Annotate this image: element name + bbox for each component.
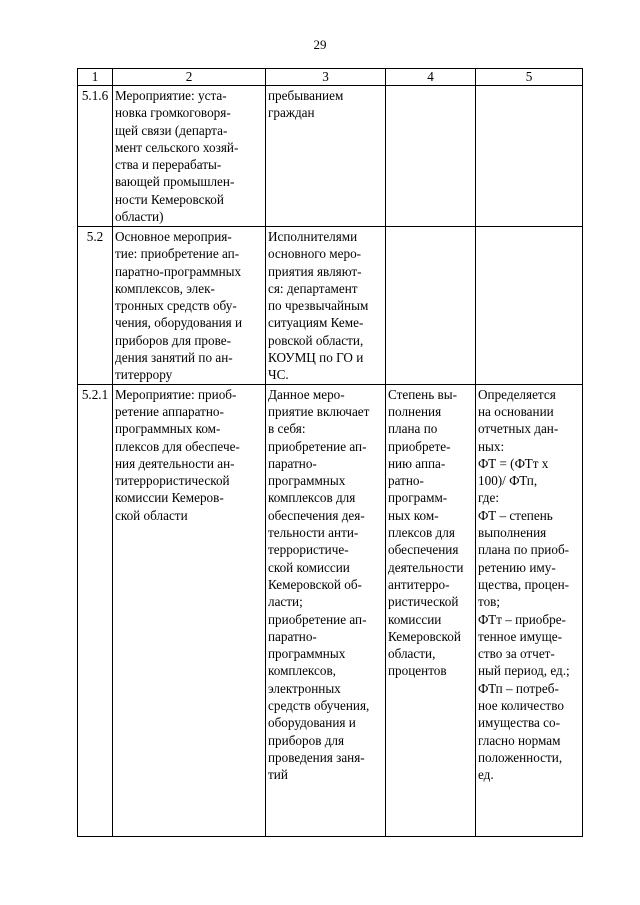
page-number: 29 — [313, 37, 327, 52]
text-line: КОУМЦ по ГО и — [268, 350, 364, 366]
document-table — [77, 68, 583, 837]
text-line: ных ком- — [388, 507, 439, 523]
text-line: в себя: — [268, 421, 306, 437]
table-row — [78, 384, 583, 836]
text-line: Кемеровской — [388, 628, 461, 644]
text-line: ской комиссии — [268, 559, 350, 575]
text-line: щей связи (департа- — [115, 122, 228, 138]
text-line: ния деятельности ан- — [115, 455, 235, 471]
text-line: ства и перерабаты- — [115, 157, 222, 173]
text-line: паратно-программных — [115, 263, 242, 279]
text-line: паратно- — [268, 628, 317, 644]
header-cell: 4 — [386, 69, 476, 86]
text-line: ровской области, — [268, 332, 364, 348]
header-cell: 1 — [78, 69, 113, 86]
measure-description — [113, 227, 266, 385]
text-line: плексов для — [388, 525, 455, 541]
text-line: приборов для прове- — [115, 332, 232, 348]
text-line: области, — [388, 646, 436, 662]
measure-description — [113, 86, 266, 227]
text-line: 100)/ ФТп, — [478, 473, 538, 489]
text-line: на основании — [478, 403, 554, 419]
text-line: мент сельского хозяй- — [115, 139, 239, 155]
text-line: ФТ = (ФТт х — [478, 455, 549, 471]
text-line: ных: — [478, 438, 505, 454]
text-line: программ- — [388, 490, 448, 506]
text-line: тие: приобретение ап- — [115, 246, 240, 262]
text-line: новка громкоговоря- — [115, 105, 231, 121]
indicator-name — [386, 384, 476, 836]
text-line: дения занятий по ан- — [115, 350, 233, 366]
text-line: плана по приоб- — [478, 542, 570, 558]
text-line: тий — [268, 767, 288, 783]
text-line: ед. — [478, 767, 494, 783]
measure-details — [266, 227, 386, 385]
table-row — [78, 86, 583, 227]
text-line: титеррору — [115, 367, 173, 383]
calculation-method — [476, 227, 583, 385]
text-line: проведения заня- — [268, 749, 365, 765]
text-line: тронных средств обу- — [115, 298, 237, 314]
text-line: приятия являют- — [268, 263, 362, 279]
text-line: комиссии — [388, 611, 442, 627]
indicator-name — [386, 86, 476, 227]
text-line: ный период, ед.; — [478, 663, 570, 679]
row-number: 5.2 — [78, 227, 113, 385]
text-line: комплексов, элек- — [115, 280, 215, 296]
text-line: Кемеровской об- — [268, 576, 362, 592]
header-cell: 2 — [113, 69, 266, 86]
text-line: приборов для — [268, 732, 345, 748]
calculation-method — [476, 384, 583, 836]
text-line: плексов для обеспече- — [115, 438, 240, 454]
text-line: ности Кемеровской — [115, 191, 224, 207]
text-line: приятие включает — [268, 403, 370, 419]
text-line: где: — [478, 490, 499, 506]
text-line: комплексов, — [268, 663, 336, 679]
text-line: щества, процен- — [478, 576, 570, 592]
text-line: ситуациям Кеме- — [268, 315, 364, 331]
text-line: титеррористической — [115, 473, 230, 489]
text-line: ЧС. — [268, 367, 289, 383]
text-line: электронных — [268, 680, 341, 696]
text-line: Исполнителями — [268, 229, 358, 244]
measure-description — [113, 384, 266, 836]
text-line: программных — [268, 646, 346, 662]
text-line: Основное мероприя- — [115, 229, 232, 244]
indicator-name — [386, 227, 476, 385]
text-line: программных ком- — [115, 421, 221, 437]
text-line: имущества со- — [478, 715, 560, 731]
text-line: плана по — [388, 421, 438, 437]
table-row — [78, 227, 583, 385]
text-line: ся: департамент — [268, 280, 358, 296]
text-line: комплексов для — [268, 490, 356, 506]
text-line: программных — [268, 473, 346, 489]
text-line: по чрезвычайным — [268, 298, 369, 314]
text-line: Определяется — [478, 386, 556, 402]
text-line: чения, оборудования и — [115, 315, 243, 331]
text-line: ное количество — [478, 698, 564, 714]
text-line: гласно нормам — [478, 732, 561, 748]
text-line: положенности, — [478, 749, 563, 765]
text-line: ласти; — [268, 594, 303, 610]
text-line: обеспечения дея- — [268, 507, 365, 523]
row-number: 5.1.6 — [78, 86, 113, 227]
text-line: полнения — [388, 403, 442, 419]
table-header-row — [78, 69, 583, 86]
text-line: деятельности — [388, 559, 464, 575]
text-line: антитерро- — [388, 576, 450, 592]
text-line: Мероприятие: приоб- — [115, 386, 237, 402]
text-line: Мероприятие: уста- — [115, 88, 227, 103]
text-line: ретению иму- — [478, 559, 556, 575]
text-line: ФТт – приобре- — [478, 611, 566, 627]
text-line: тов; — [478, 594, 501, 610]
text-line: выполнения — [478, 525, 547, 541]
text-line: основного меро- — [268, 246, 362, 262]
text-line: ФТп – потреб- — [478, 680, 559, 696]
measure-details — [266, 86, 386, 227]
row-number: 5.2.1 — [78, 384, 113, 836]
header-cell: 5 — [476, 69, 583, 86]
text-line: паратно- — [268, 455, 317, 471]
text-line: оборудования и — [268, 715, 356, 731]
text-line: пребыванием — [268, 88, 344, 103]
text-line: тельности анти- — [268, 525, 359, 541]
text-line: комиссии Кемеров- — [115, 490, 224, 506]
text-line: приобретение ап- — [268, 438, 367, 454]
measure-details — [266, 384, 386, 836]
text-line: ретение аппаратно- — [115, 403, 224, 419]
text-line: тенное имуще- — [478, 628, 563, 644]
text-line: отчетных дан- — [478, 421, 559, 437]
text-line: средств обучения, — [268, 698, 370, 714]
text-line: Степень вы- — [388, 386, 457, 402]
text-line: ФТ – степень — [478, 507, 553, 523]
text-line: ристической — [388, 594, 459, 610]
text-line: процентов — [388, 663, 447, 679]
text-line: террористиче- — [268, 542, 349, 558]
text-line: нию аппа- — [388, 455, 446, 471]
text-line: обеспечения — [388, 542, 459, 558]
text-line: ство за отчет- — [478, 646, 555, 662]
text-line: граждан — [268, 105, 315, 121]
header-cell: 3 — [266, 69, 386, 86]
text-line: ратно- — [388, 473, 424, 489]
text-line: ской области — [115, 507, 188, 523]
text-line: области) — [115, 209, 164, 225]
text-line: Данное меро- — [268, 386, 345, 402]
text-line: приобретение ап- — [268, 611, 367, 627]
text-line: вающей промышлен- — [115, 174, 235, 190]
text-line: приобрете- — [388, 438, 451, 454]
calculation-method — [476, 86, 583, 227]
